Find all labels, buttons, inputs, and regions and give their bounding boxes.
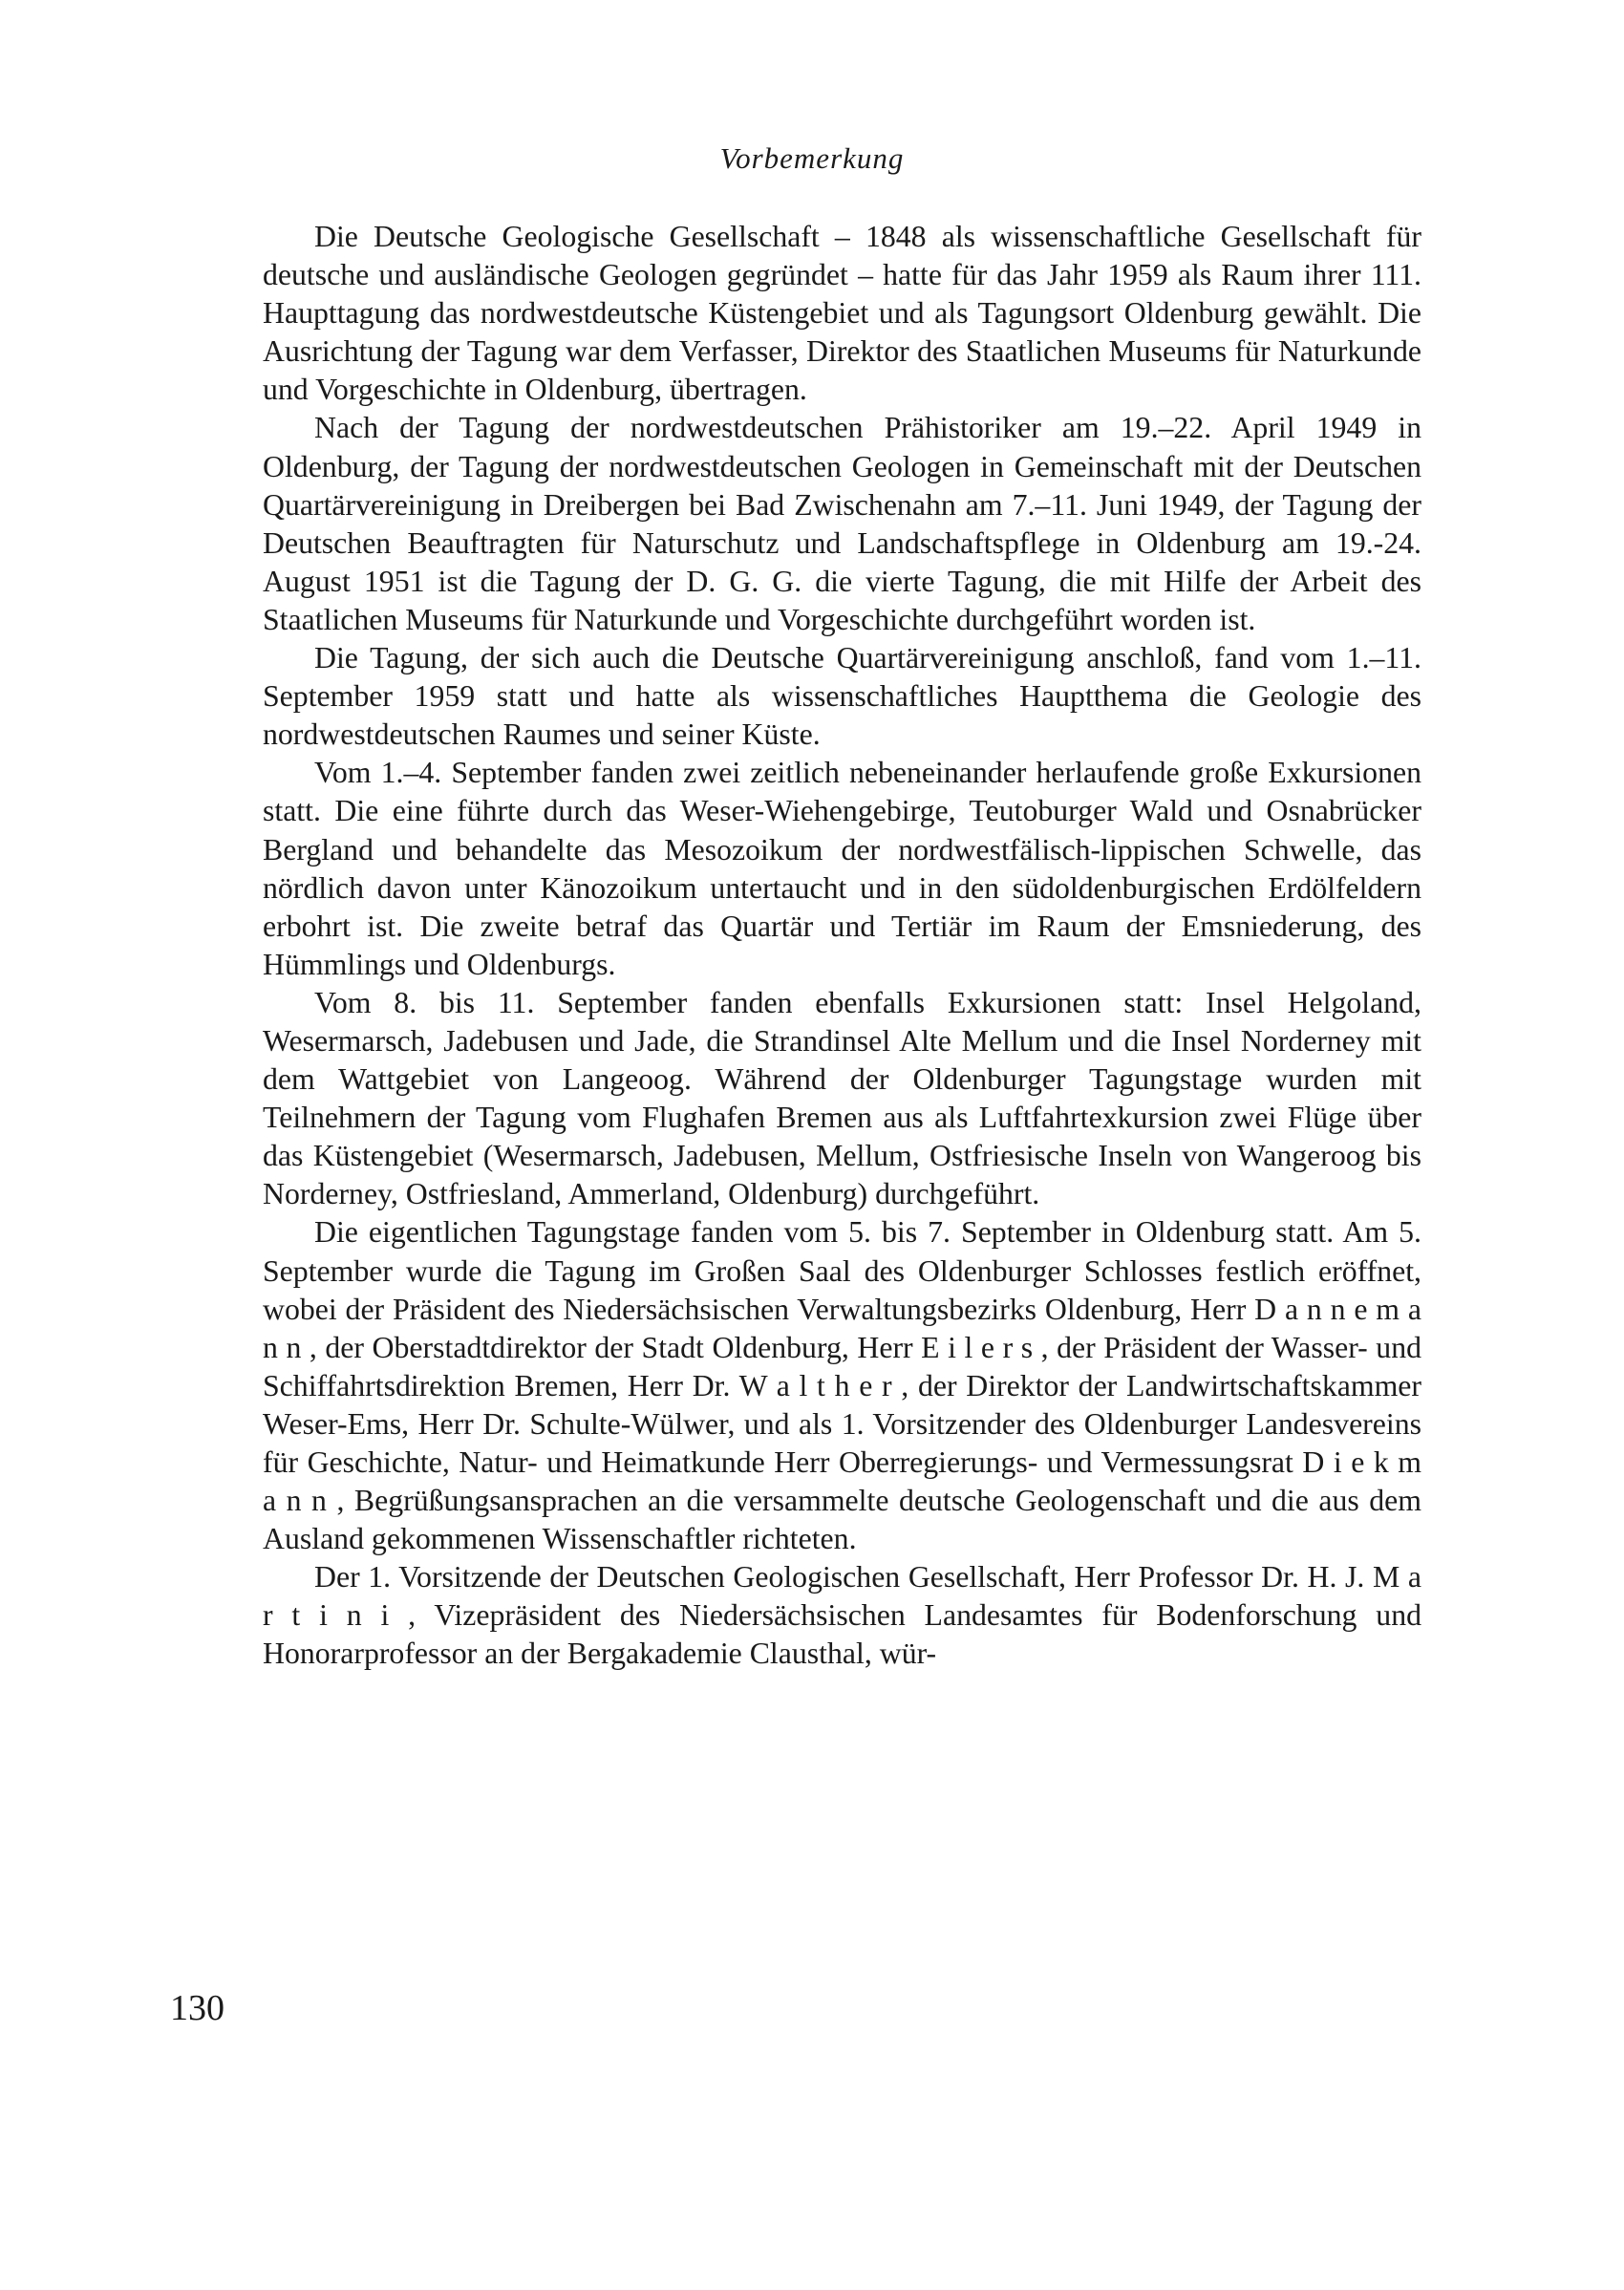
- paragraph: Vom 1.–4. September fanden zwei zeitlich nebeneinander herlaufende große Exkursionen statt. Die eine führte durch das Weser-Wiehengebirge, Teutoburger Wald und Osnabrücker Bergland und behandelte das Mesozoikum der nordwestfälisch-lippischen Schwelle, das nördlich davon unter Känozoikum untertaucht und in den südoldenburgischen Erdölfeldern erbohrt ist. Die zweite betraf das Quartär und Tertiär im Raum der Emsniederung, des Hümmlings und Oldenburgs.: [263, 756, 1421, 981]
- paragraph: Vom 8. bis 11. September fanden ebenfalls Exkursionen statt: Insel Helgoland, Wesermarsch, Jadebusen und Jade, die Strandinsel Alte Mellum und die Insel Norderney mit dem Wattgebiet von Langeoog. Während der Oldenburger Tagungstage wurden mit Teilnehmern der Tagung vom Flughafen Bremen aus als Luftfahrtexkursion zwei Flüge über das Küstengebiet (Wesermarsch, Jadebusen, Mellum, Ostfriesische Inseln von Wangeroog bis Norderney, Ostfriesland, Ammerland, Oldenburg) durchgeführt.: [263, 985, 1421, 1211]
- page-number: 130: [170, 1988, 224, 2028]
- paragraph: Der 1. Vorsitzende der Deutschen Geologischen Gesellschaft, Herr Professor Dr. H. J. M a r t i n i , Vizepräsident des Niedersächsischen Landesamtes für Bodenforschung und Honorarprofessor an der Bergakademie Clausthal, wür-: [263, 1560, 1421, 1671]
- page-heading: Vorbemerkung: [719, 141, 905, 175]
- paragraph: Die Tagung, der sich auch die Deutsche Quartärvereinigung anschloß, fand vom 1.–11. September 1959 statt und hatte als wissenschaftliches Hauptthema die Geologie des nordwestdeutschen Raumes und seiner Küste.: [263, 641, 1421, 752]
- paragraph: Die eigentlichen Tagungstage fanden vom 5. bis 7. September in Oldenburg statt. Am 5. September wurde die Tagung im Großen Saal des Oldenburger Schlosses festlich eröffnet, wobei der Präsident des Niedersächsischen Verwaltungsbezirks Oldenburg, Herr D a n n e m a n n , der Oberstadtdirektor der Stadt Oldenburg, Herr E i l e r s , der Präsident der Wasser- und Schiffahrtsdirektion Bremen, Herr Dr. W a l t h e r , der Direktor der Landwirtschaftskammer Weser-Ems, Herr Dr. Schulte-Wülwer, und als 1. Vorsitzender des Oldenburger Landesvereins für Geschichte, Natur- und Heimatkunde Herr Oberregierungs- und Vermessungsrat D i e k m a n n , Begrüßungsansprachen an die versammelte deutsche Geologenschaft und die aus dem Ausland gekommenen Wissenschaftler richteten.: [263, 1215, 1421, 1556]
- paragraph: Nach der Tagung der nordwestdeutschen Prähistoriker am 19.–22. April 1949 in Oldenburg, der Tagung der nordwestdeutschen Geologen in Gemeinschaft mit der Deutschen Quartärvereinigung in Dreibergen bei Bad Zwischenahn am 7.–11. Juni 1949, der Tagung der Deutschen Beauftragten für Naturschutz und Landschaftspflege in Oldenburg am 19.-24. August 1951 ist die Tagung der D. G. G. die vierte Tagung, die mit Hilfe der Arbeit des Staatlichen Museums für Naturkunde und Vorgeschichte durchgeführt worden ist.: [263, 411, 1421, 636]
- body-text: [263, 218, 1421, 1674]
- paragraph: Die Deutsche Geologische Gesellschaft – 1848 als wissenschaftliche Gesellschaft für deutsche und ausländische Geologen gegründet – hatte für das Jahr 1959 als Raum ihrer 111. Haupttagung das nordwestdeutsche Küstengebiet und als Tagungsort Oldenburg gewählt. Die Ausrichtung der Tagung war dem Verfasser, Direktor des Staatlichen Museums für Naturkunde und Vorgeschichte in Oldenburg, übertragen.: [263, 220, 1421, 407]
